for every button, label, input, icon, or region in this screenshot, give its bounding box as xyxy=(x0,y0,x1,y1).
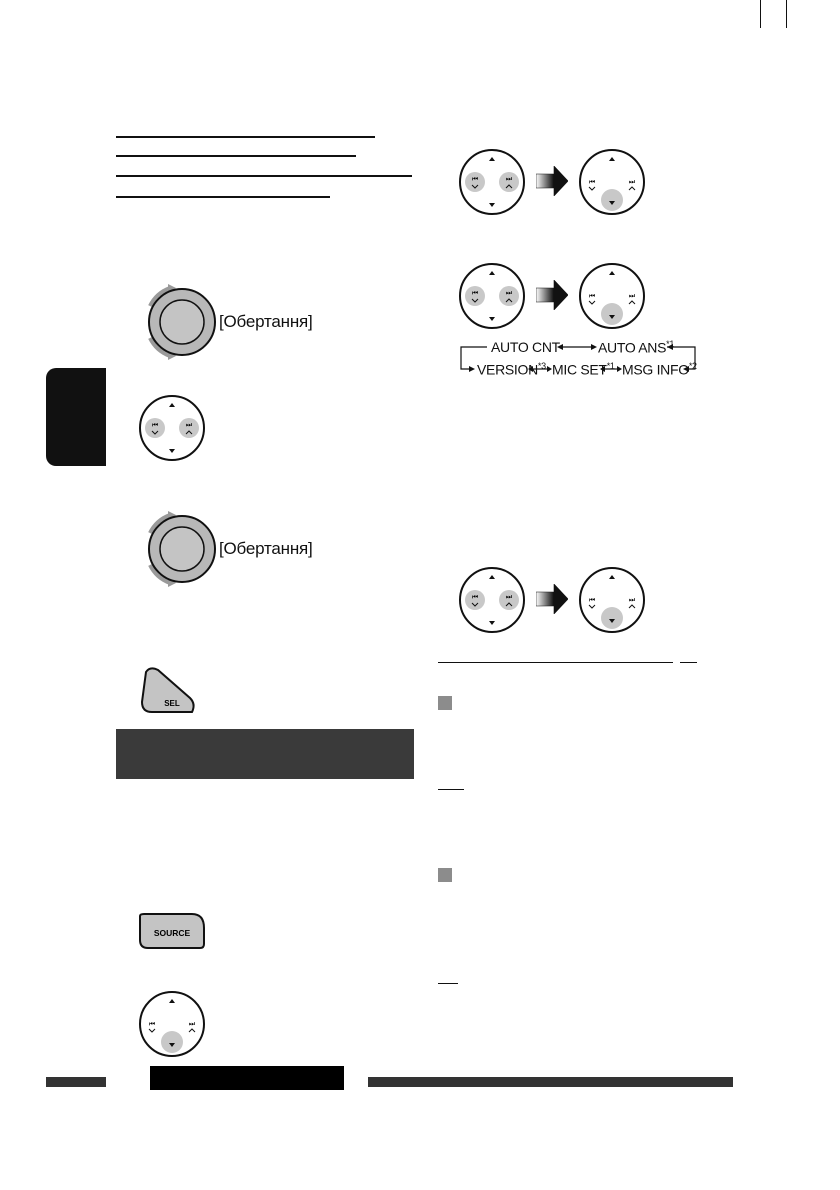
text-line xyxy=(116,175,412,177)
footer-bar xyxy=(368,1077,733,1087)
control-pad-icon xyxy=(138,990,206,1058)
note-line xyxy=(438,983,458,984)
text-line xyxy=(116,136,375,138)
menu-item-msg-info xyxy=(622,361,697,378)
right-arrow-icon xyxy=(536,280,568,310)
right-arrow-icon xyxy=(536,166,568,196)
text-line xyxy=(680,662,697,663)
section-header-bar xyxy=(116,729,414,779)
svg-text:⏮: ⏮ xyxy=(471,289,479,297)
footer-bar xyxy=(46,1077,106,1087)
svg-text:⏭: ⏭ xyxy=(505,593,513,601)
right-arrow-icon xyxy=(536,584,568,614)
menu-item-mic-set xyxy=(552,361,615,378)
control-pad-icon xyxy=(578,566,646,634)
rotary-knob-icon xyxy=(138,282,218,362)
footnote-mark: *2 xyxy=(688,361,697,371)
control-pad-icon xyxy=(458,148,526,216)
knob-rotate-label: [Обертання] xyxy=(219,539,313,558)
svg-text:⏭: ⏭ xyxy=(628,178,636,186)
control-pad-icon xyxy=(458,262,526,330)
svg-text:⏮: ⏮ xyxy=(588,292,596,300)
svg-text:⏮: ⏮ xyxy=(148,1020,156,1028)
svg-text:⏭: ⏭ xyxy=(188,1020,196,1028)
crop-mark xyxy=(760,0,761,28)
menu-item-auto-cnt: AUTO CNT xyxy=(491,339,560,355)
note-line xyxy=(438,789,464,790)
svg-text:⏭: ⏭ xyxy=(505,289,513,297)
footnote-mark: *1 xyxy=(666,339,675,349)
sel-button-label: SEL xyxy=(164,699,180,708)
crop-mark xyxy=(786,0,787,28)
text-line xyxy=(438,662,673,663)
svg-text:⏮: ⏮ xyxy=(588,178,596,186)
menu-item-version xyxy=(477,361,546,378)
source-button-label: SOURCE xyxy=(153,928,191,938)
sel-button-icon xyxy=(138,664,198,716)
control-pad-icon xyxy=(138,394,206,462)
menu-item-auto-ans-label: AUTO ANS xyxy=(598,339,667,356)
svg-text:⏮: ⏮ xyxy=(151,421,159,429)
text-line xyxy=(116,155,356,157)
svg-text:⏭: ⏭ xyxy=(628,596,636,604)
language-side-tab xyxy=(46,368,106,466)
footnote-mark: *3 xyxy=(537,361,546,371)
source-button-icon xyxy=(138,912,206,950)
footnote-mark: *1 xyxy=(606,361,615,371)
knob-rotate-label: [Обертання] xyxy=(219,312,313,331)
menu-item-auto-ans xyxy=(598,339,674,356)
control-pad-icon xyxy=(578,262,646,330)
section-bullet-square xyxy=(438,868,452,882)
svg-text:⏭: ⏭ xyxy=(505,175,513,183)
svg-text:⏮: ⏮ xyxy=(471,175,479,183)
svg-text:⏭: ⏭ xyxy=(628,292,636,300)
control-pad-icon xyxy=(458,566,526,634)
svg-text:⏮: ⏮ xyxy=(588,596,596,604)
svg-text:⏭: ⏭ xyxy=(185,421,193,429)
menu-item-mic-set-label: MIC SET xyxy=(552,361,607,378)
svg-text:⏮: ⏮ xyxy=(471,593,479,601)
menu-item-version-label: VERSION xyxy=(477,361,538,378)
section-bullet-square xyxy=(438,696,452,710)
menu-item-msg-info-label: MSG INFO xyxy=(622,361,689,378)
rotary-knob-icon xyxy=(138,509,218,589)
text-line xyxy=(116,196,330,198)
footer-page-label-box xyxy=(150,1066,344,1090)
control-pad-icon xyxy=(578,148,646,216)
